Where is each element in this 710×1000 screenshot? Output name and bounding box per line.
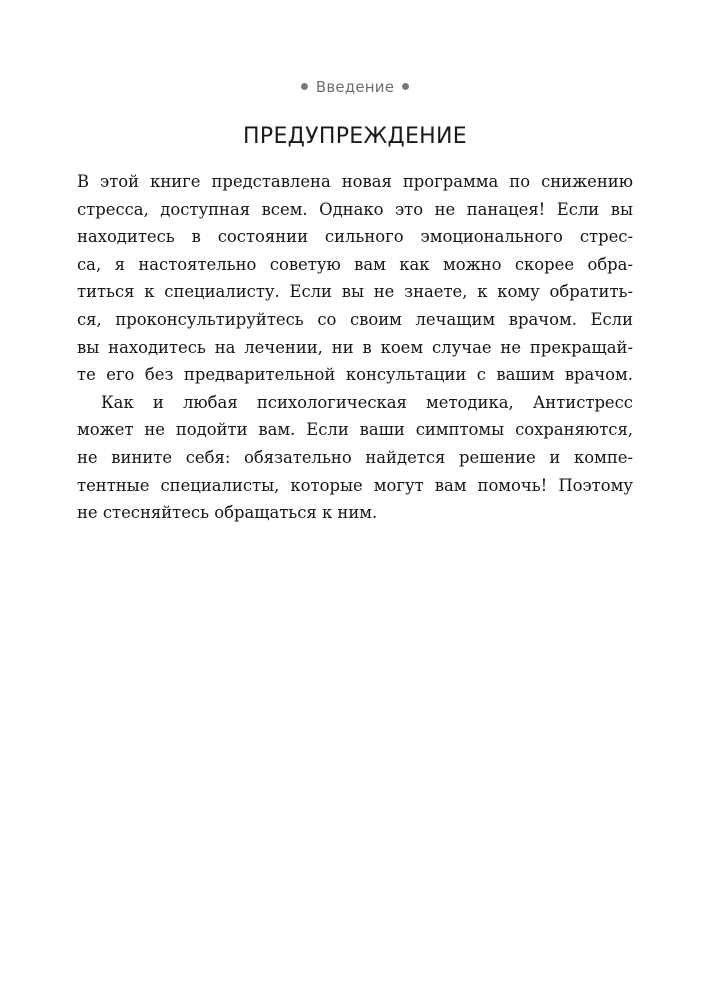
text-line: не стесняйтесь обращаться к ним. xyxy=(77,503,378,523)
text-line: са, я настоятельно советую вам как можно скорее обра- xyxy=(77,254,633,274)
text-line: не вините себя: обязательно найдется решение и компе- xyxy=(77,447,633,467)
text-line: находитесь в состоянии сильного эмоционального стрес- xyxy=(77,227,633,247)
bullet-dot-right xyxy=(402,83,409,90)
text-line: Как и любая психологическая методика, Антистресс xyxy=(101,392,633,412)
running-head xyxy=(0,78,710,96)
text-line: стресса, доступная всем. Однако это не панацея! Если вы xyxy=(77,199,633,219)
text-line: ся, проконсультируйтесь со своим лечащим врачом. Если xyxy=(77,309,633,329)
text-line: вы находитесь на лечении, ни в коем случае не прекращай- xyxy=(77,337,633,357)
body-text xyxy=(77,168,633,527)
paragraph-1 xyxy=(77,168,633,389)
text-line: В этой книге представлена новая программа по снижению xyxy=(77,172,633,191)
text-line: может не подойти вам. Если ваши симптомы сохраняются, xyxy=(77,420,633,440)
section-heading: ПРЕДУПРЕЖДЕНИЕ xyxy=(243,124,467,149)
paragraph-2 xyxy=(77,389,633,527)
bullet-dot-left xyxy=(301,83,308,90)
text-line: те его без предварительной консультации с вашим врачом. xyxy=(77,365,633,385)
text-line: тентные специалисты, которые могут вам помочь! Поэтому xyxy=(77,475,633,495)
running-head-title: Введение xyxy=(315,78,395,96)
text-line: титься к специалисту. Если вы не знаете, к кому обратить- xyxy=(77,282,633,302)
